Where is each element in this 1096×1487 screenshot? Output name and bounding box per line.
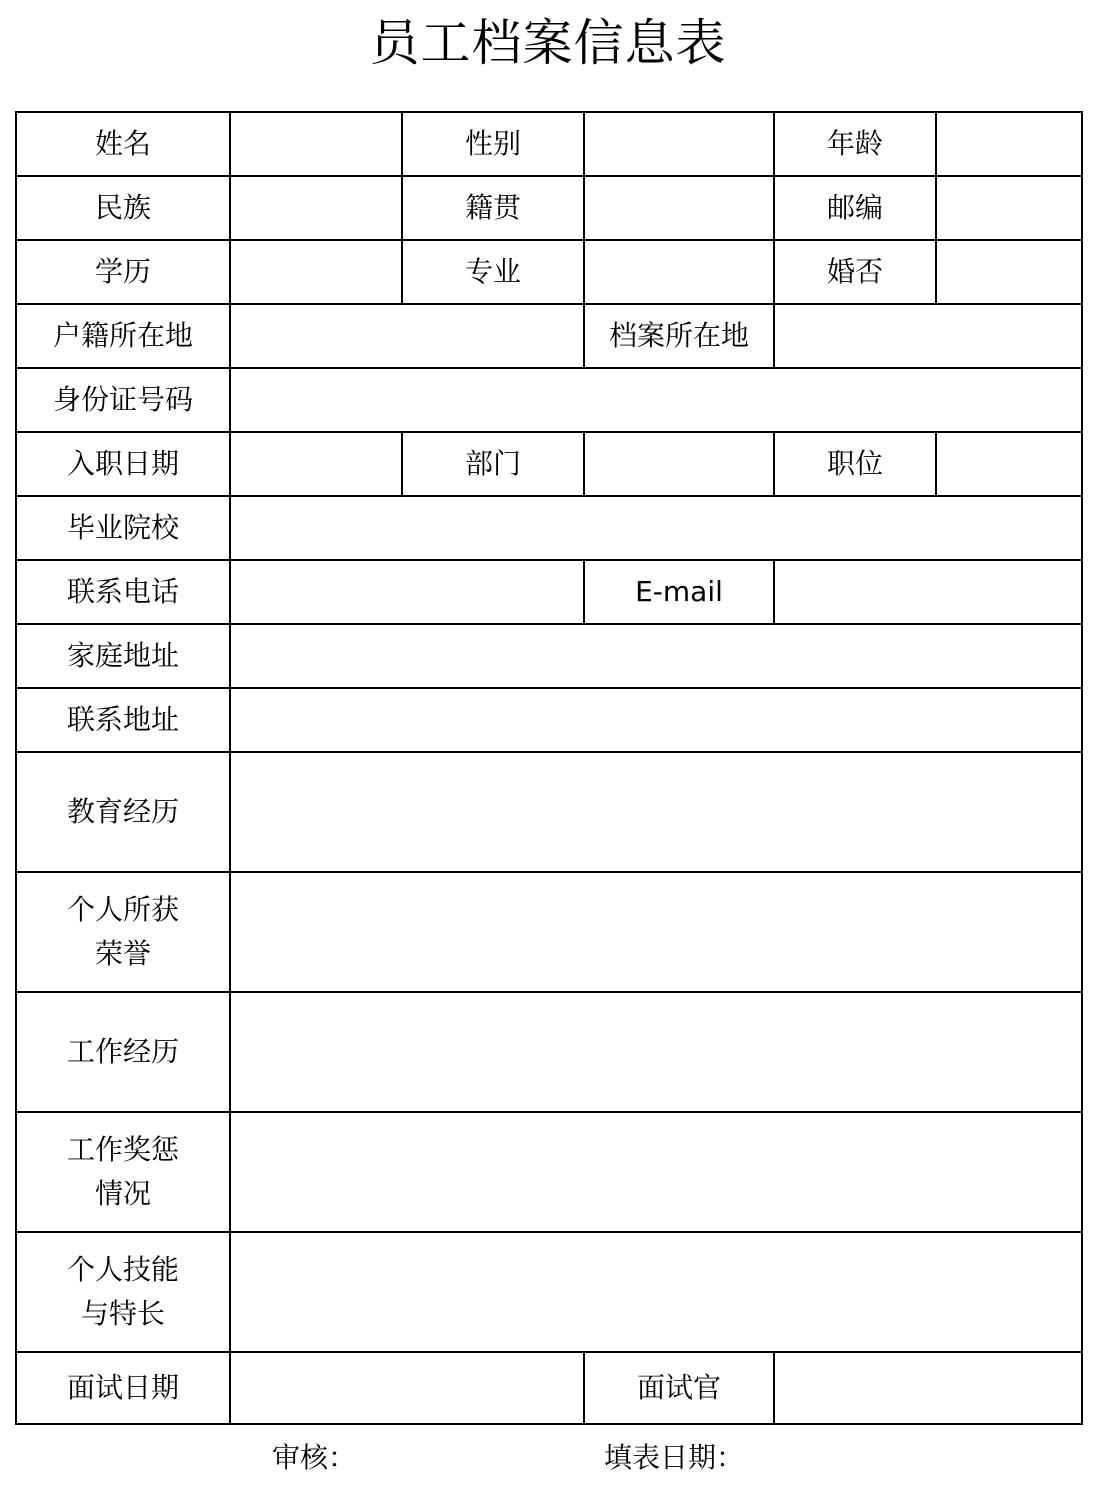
household-registration-label: 户籍所在地 bbox=[16, 304, 230, 368]
archive-location-label: 档案所在地 bbox=[584, 304, 774, 368]
form-row bbox=[16, 992, 1082, 1112]
education-label: 学历 bbox=[16, 240, 230, 304]
marital-status-field[interactable] bbox=[936, 240, 1082, 304]
form-row bbox=[16, 1352, 1082, 1424]
major-label: 专业 bbox=[402, 240, 584, 304]
interview-date-label: 面试日期 bbox=[16, 1352, 230, 1424]
rewards-penalties-field[interactable] bbox=[230, 1112, 1082, 1232]
interviewer-field[interactable] bbox=[774, 1352, 1082, 1424]
rewards-penalties-label: 工作奖惩 情况 bbox=[16, 1112, 230, 1232]
ethnicity-label: 民族 bbox=[16, 176, 230, 240]
work-history-field[interactable] bbox=[230, 992, 1082, 1112]
department-label: 部门 bbox=[402, 432, 584, 496]
review-label: 审核： bbox=[272, 1441, 357, 1474]
form-row bbox=[16, 176, 1082, 240]
form-row bbox=[16, 496, 1082, 560]
home-address-field[interactable] bbox=[230, 624, 1082, 688]
home-address-label: 家庭地址 bbox=[16, 624, 230, 688]
age-label: 年龄 bbox=[774, 112, 936, 176]
name-field[interactable] bbox=[230, 112, 402, 176]
interviewer-label: 面试官 bbox=[584, 1352, 774, 1424]
native-place-label: 籍贯 bbox=[402, 176, 584, 240]
phone-field[interactable] bbox=[230, 560, 584, 624]
contact-address-field[interactable] bbox=[230, 688, 1082, 752]
honors-field[interactable] bbox=[230, 872, 1082, 992]
native-place-field[interactable] bbox=[584, 176, 774, 240]
education-history-label: 教育经历 bbox=[16, 752, 230, 872]
id-number-field[interactable] bbox=[230, 368, 1082, 432]
household-registration-field[interactable] bbox=[230, 304, 584, 368]
position-label: 职位 bbox=[774, 432, 936, 496]
ethnicity-field[interactable] bbox=[230, 176, 402, 240]
form-row bbox=[16, 240, 1082, 304]
form-row bbox=[16, 432, 1082, 496]
name-label: 姓名 bbox=[16, 112, 230, 176]
contact-address-label: 联系地址 bbox=[16, 688, 230, 752]
id-number-label: 身份证号码 bbox=[16, 368, 230, 432]
work-history-label: 工作经历 bbox=[16, 992, 230, 1112]
graduate-school-label: 毕业院校 bbox=[16, 496, 230, 560]
gender-field[interactable] bbox=[584, 112, 774, 176]
honors-label: 个人所获 荣誉 bbox=[16, 872, 230, 992]
form-row bbox=[16, 304, 1082, 368]
employee-record-form bbox=[15, 111, 1083, 1425]
form-row bbox=[16, 1112, 1082, 1232]
archive-location-field[interactable] bbox=[774, 304, 1082, 368]
hire-date-label: 入职日期 bbox=[16, 432, 230, 496]
form-row bbox=[16, 624, 1082, 688]
position-field[interactable] bbox=[936, 432, 1082, 496]
fill-date-label: 填表日期： bbox=[604, 1441, 745, 1474]
skills-label: 个人技能 与特长 bbox=[16, 1232, 230, 1352]
department-field[interactable] bbox=[584, 432, 774, 496]
graduate-school-field[interactable] bbox=[230, 496, 1082, 560]
form-row bbox=[16, 1232, 1082, 1352]
email-label: E-mail bbox=[584, 560, 774, 624]
form-row bbox=[16, 872, 1082, 992]
form-row bbox=[16, 688, 1082, 752]
postcode-field[interactable] bbox=[936, 176, 1082, 240]
interview-date-field[interactable] bbox=[230, 1352, 584, 1424]
form-row bbox=[16, 560, 1082, 624]
education-field[interactable] bbox=[230, 240, 402, 304]
page-title: 员工档案信息表 bbox=[369, 14, 727, 72]
gender-label: 性别 bbox=[402, 112, 584, 176]
form-row bbox=[16, 752, 1082, 872]
form-row bbox=[16, 112, 1082, 176]
email-field[interactable] bbox=[774, 560, 1082, 624]
hire-date-field[interactable] bbox=[230, 432, 402, 496]
education-history-field[interactable] bbox=[230, 752, 1082, 872]
phone-label: 联系电话 bbox=[16, 560, 230, 624]
major-field[interactable] bbox=[584, 240, 774, 304]
skills-field[interactable] bbox=[230, 1232, 1082, 1352]
marital-status-label: 婚否 bbox=[774, 240, 936, 304]
age-field[interactable] bbox=[936, 112, 1082, 176]
form-row bbox=[16, 368, 1082, 432]
postcode-label: 邮编 bbox=[774, 176, 936, 240]
